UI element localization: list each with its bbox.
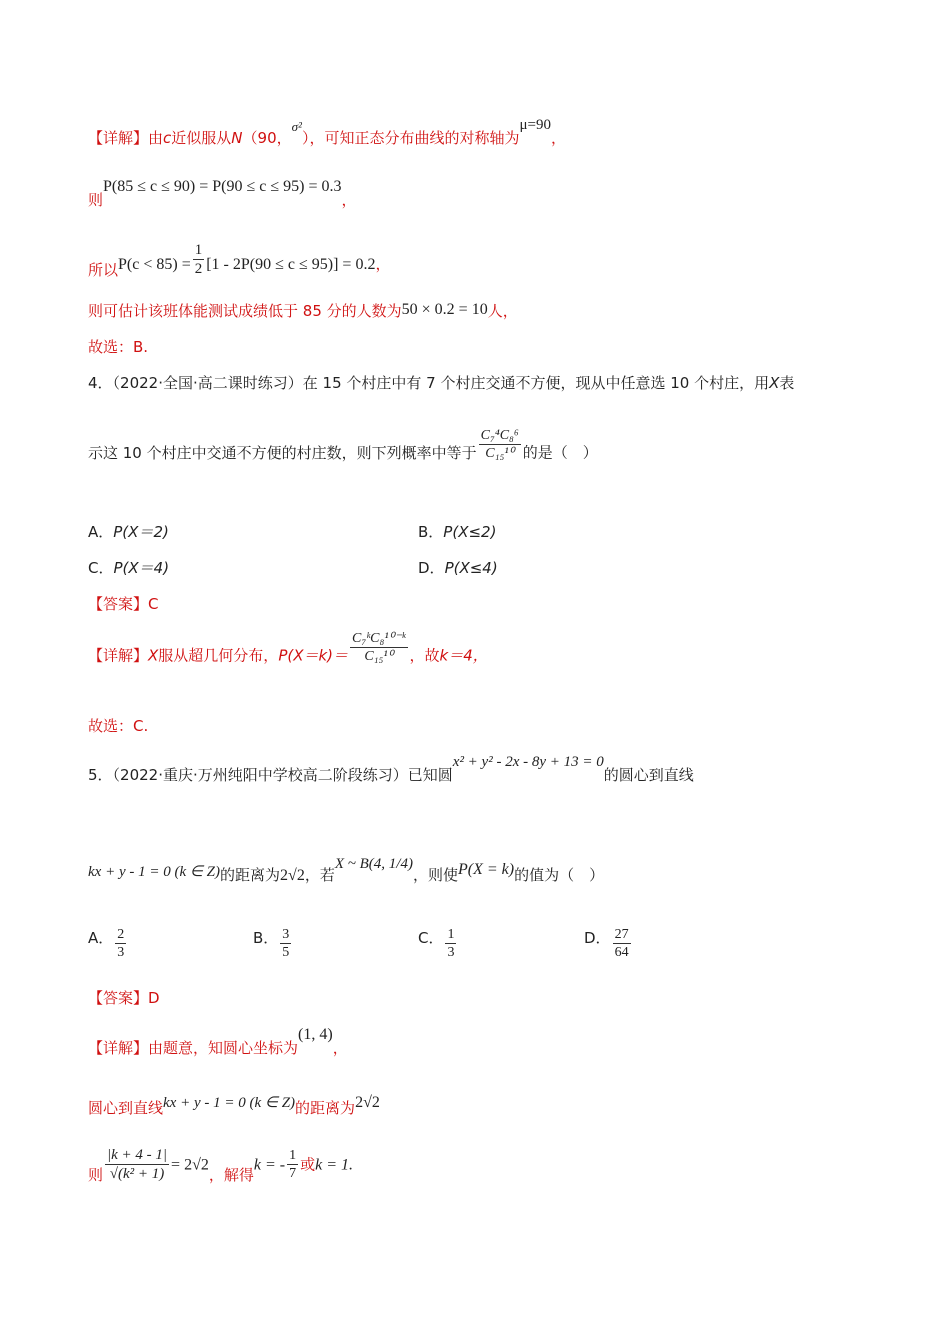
line-equation: kx + y - 1 = 0 (k ∈ Z) (88, 864, 221, 880)
q4-option-c[interactable]: C．P(X＝4) (88, 559, 170, 577)
q3-detail-line2: 则P(85 ≤ c ≤ 90) = P(90 ≤ c ≤ 95) = 0.3， (88, 178, 357, 209)
q5-stem-line1: 5．（2022·重庆·万州纯阳中学校高二阶段练习）已知圆x² + y² - 2x - 8y + 13 = 0的圆心到直线 (88, 754, 694, 784)
q3-conclusion: 故选：B. (88, 338, 149, 356)
question-source: （2022·重庆·万州纯阳中学校高二阶段练习） (112, 766, 408, 784)
hypergeometric-fraction: $\frac{\text{C₇ᵏC₈¹⁰⁻ᵏ}}{\text{C₁₅¹⁰}}$ (352, 631, 406, 664)
sigma-squared: σ² (291, 119, 302, 134)
question-number: 4． (88, 374, 113, 392)
q4-stem-line1: 4．（2022·全国·高二课时练习）在 15 个村庄中有 7 个村庄交通不方便，现从中任意选 10 个村庄，用X表 (88, 374, 795, 392)
distance-fraction: $\frac{|k + 4 - 1|}{\text{√(k² + 1)}}$ (107, 1147, 168, 1182)
q3-detail-line3: 所以P(c < 85) = $\frac{1}{2}$ [1 - 2P(90 ≤ c ≤ 95)] = 0.2， (88, 242, 391, 279)
circle-center: (1, 4) (298, 1026, 333, 1043)
q5-option-b[interactable]: B． $\frac{3}{5}$ (253, 927, 290, 960)
question-source: （2022·全国·高二课时练习） (112, 374, 303, 392)
q5-detail-line1: 【详解】由题意，知圆心坐标为(1, 4)， (88, 1026, 348, 1057)
combination-fraction: $\frac{\text{C₇⁴C₈⁶}}{\text{C₁₅¹⁰}}$ (480, 428, 519, 461)
q4-conclusion: 故选：C. (88, 717, 149, 735)
q5-option-c[interactable]: C． $\frac{1}{3}$ (418, 927, 455, 960)
probability-expr: P(X = k) (457, 861, 515, 878)
question-number: 5． (88, 766, 113, 784)
circle-equation: x² + y² - 2x - 8y + 13 = 0 (452, 754, 604, 770)
q4-option-d[interactable]: D．P(X≤4) (418, 559, 498, 577)
q5-option-a[interactable]: A． $\frac{2}{3}$ (88, 927, 125, 960)
prob-equation: P(85 ≤ c ≤ 90) = P(90 ≤ c ≤ 95) = 0.3 (103, 178, 342, 195)
q5-option-d[interactable]: D． $\frac{27}{64}$ (584, 927, 629, 960)
detail-tag: 【详解】 (88, 129, 149, 147)
binomial-dist: X ~ B(4, 1/4) (334, 856, 413, 872)
mu-value: μ=90 (519, 117, 551, 133)
q5-answer: 【答案】D (88, 989, 160, 1007)
half-fraction: $\frac{1}{2}$ (194, 242, 203, 277)
q5-detail-line3: 则 $\frac{|k + 4 - 1|}{\text{√(k² + 1)}}$ = 2√2，解得k = - $\frac{1}{7}$ 或k = 1. (88, 1147, 354, 1184)
q4-option-b[interactable]: B．P(X≤2) (418, 523, 497, 541)
q3-detail-line4: 则可估计该班体能测试成绩低于 85 分的人数为50 × 0.2 = 10人， (88, 301, 518, 320)
q4-detail: 【详解】X服从超几何分布，P(X＝k)＝ $\frac{\text{C₇ᵏC₈¹⁰⁻ᵏ}}{\text{C₁₅¹⁰}}$ ，故k＝4， (88, 631, 488, 665)
q4-option-a[interactable]: A．P(X＝2) (88, 523, 169, 541)
q5-stem-line2: kx + y - 1 = 0 (k ∈ Z)的距离为2√2，若X ~ B(4, 1/4)，则使P(X = k)的值为（ ） (88, 856, 605, 884)
q3-detail-line1: 【详解】由c近似服从N（90，σ²），可知正态分布曲线的对称轴为μ=90， (88, 117, 566, 147)
q4-stem-line2: 示这 10 个村庄中交通不方便的村庄数，则下列概率中等于 $\frac{\text{C₇⁴C₈⁶}}{\text{C₁₅¹⁰}}$ 的是（ ） (88, 428, 598, 462)
q5-detail-line2: 圆心到直线kx + y - 1 = 0 (k ∈ Z)的距离为2√2 (88, 1094, 380, 1117)
q4-answer: 【答案】C (88, 595, 159, 613)
